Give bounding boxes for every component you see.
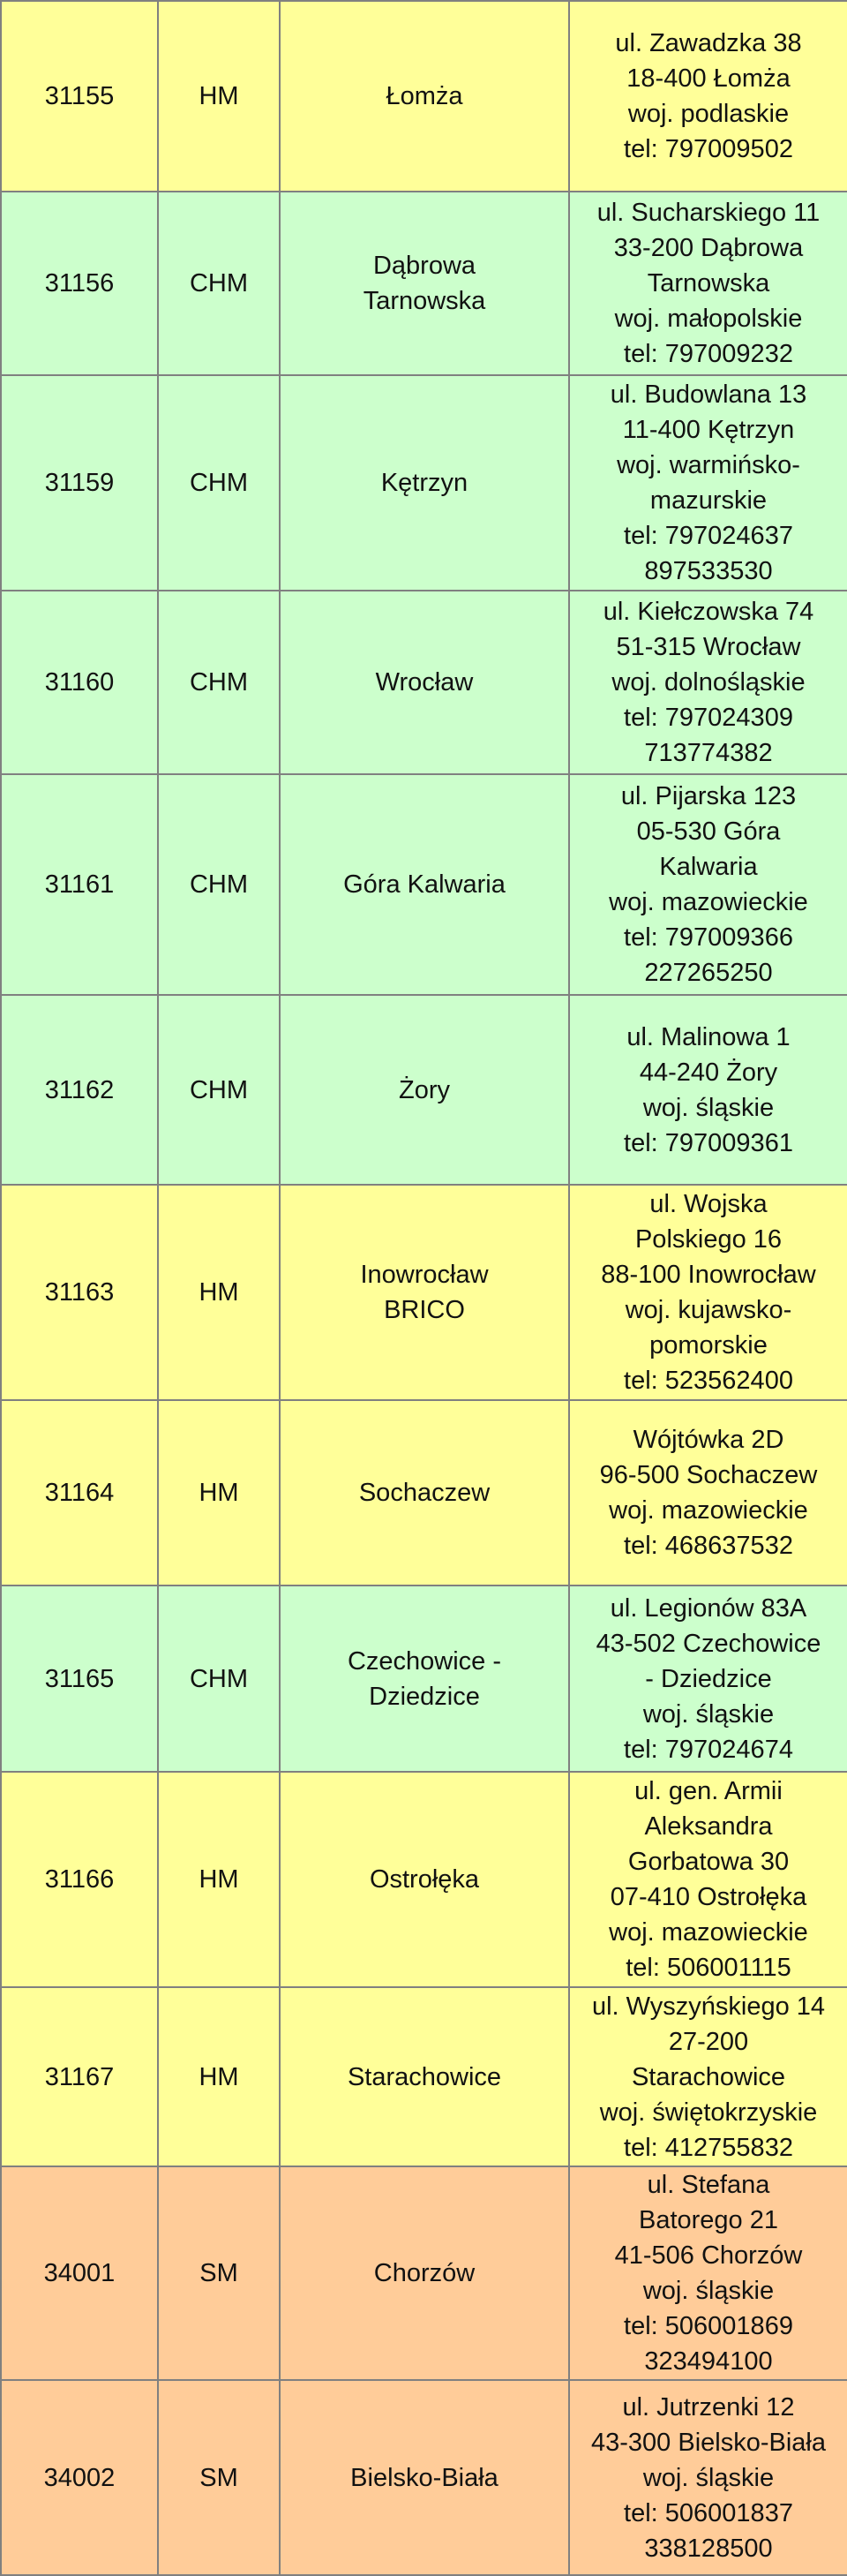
address-line: ul. Jutrzenki 12 bbox=[622, 2392, 795, 2422]
address-line: tel: 506001869 bbox=[624, 2312, 793, 2340]
store-type-cell: CHM bbox=[158, 192, 280, 375]
table-row bbox=[1, 192, 847, 375]
store-city-cell bbox=[280, 1, 569, 192]
address-line: ul. Sucharskiego 11 bbox=[596, 199, 821, 227]
address-line: tel: 797009502 bbox=[624, 135, 793, 163]
table-row bbox=[1, 375, 847, 591]
city-line: Chorzów bbox=[373, 2259, 476, 2287]
store-address-cell bbox=[569, 1400, 847, 1586]
table-row bbox=[1, 1987, 847, 2166]
address-line: 27-200 bbox=[668, 2027, 749, 2056]
store-type-cell: HM bbox=[158, 1772, 280, 1987]
city-line: Żory bbox=[399, 1075, 450, 1104]
store-address-cell bbox=[569, 192, 847, 375]
address-line: tel: 797024674 bbox=[624, 1735, 793, 1764]
address-line: woj. warmińsko- bbox=[617, 451, 800, 479]
address-line: ul. Zawadzka 38 bbox=[615, 29, 802, 57]
address-line: woj. śląskie bbox=[642, 1093, 775, 1122]
store-type-cell: CHM bbox=[158, 375, 280, 591]
address-line: 323494100 bbox=[644, 2347, 773, 2376]
address-line: woj. kujawsko- bbox=[625, 1296, 792, 1324]
address-line: woj. mazowieckie bbox=[609, 1918, 808, 1947]
table-row bbox=[1, 1400, 847, 1586]
store-id-cell: 31159 bbox=[1, 375, 158, 591]
store-city-cell bbox=[280, 2166, 569, 2380]
address-line: Starachowice bbox=[631, 2062, 786, 2091]
address-line: 11-400 Kętrzyn bbox=[622, 416, 795, 444]
address-line: Aleksandra bbox=[644, 1812, 773, 1841]
store-id-cell: 31155 bbox=[1, 1, 158, 192]
address-line: tel: 412755832 bbox=[624, 2133, 793, 2162]
address-line: tel: 506001837 bbox=[624, 2498, 793, 2527]
store-city-cell bbox=[280, 1400, 569, 1586]
address-line: tel: 468637532 bbox=[624, 1532, 793, 1560]
store-address-cell bbox=[569, 2380, 847, 2575]
address-line: 96-500 Sochaczew bbox=[599, 1461, 818, 1489]
store-city-cell bbox=[280, 1987, 569, 2166]
address-line: pomorskie bbox=[649, 1331, 768, 1360]
address-line: ul. Wojska bbox=[649, 1190, 768, 1218]
store-address-cell bbox=[569, 1185, 847, 1400]
store-id-cell: 31160 bbox=[1, 591, 158, 774]
store-id-cell: 31162 bbox=[1, 995, 158, 1185]
address-line: 43-300 Bielsko-Biała bbox=[591, 2428, 826, 2457]
store-type-cell: SM bbox=[158, 2380, 280, 2575]
store-address-cell bbox=[569, 774, 847, 995]
address-line: woj. mazowieckie bbox=[609, 1496, 808, 1525]
store-city-cell bbox=[280, 774, 569, 995]
city-line: Dąbrowa bbox=[372, 252, 476, 280]
store-id-cell: 31166 bbox=[1, 1772, 158, 1987]
city-line: Inowrocław bbox=[360, 1261, 489, 1289]
store-id-cell: 31165 bbox=[1, 1586, 158, 1772]
city-line: Ostrołęka bbox=[369, 1865, 480, 1894]
address-line: 713774382 bbox=[644, 739, 773, 767]
store-address-cell bbox=[569, 375, 847, 591]
store-type-cell: CHM bbox=[158, 1586, 280, 1772]
address-line: ul. gen. Armii bbox=[634, 1777, 783, 1805]
table-row bbox=[1, 1185, 847, 1400]
table-row bbox=[1, 1, 847, 192]
address-line: 88-100 Inowrocław bbox=[601, 1261, 816, 1289]
store-address-cell bbox=[569, 1772, 847, 1987]
address-line: tel: 523562400 bbox=[624, 1367, 793, 1395]
address-line: tel: 797024309 bbox=[624, 704, 793, 732]
address-line: woj. podlaskie bbox=[627, 100, 790, 128]
store-id-cell: 31163 bbox=[1, 1185, 158, 1400]
city-line: Góra Kalwaria bbox=[343, 870, 506, 899]
address-line: woj. śląskie bbox=[642, 2463, 775, 2492]
address-line: Wójtówka 2D bbox=[633, 1426, 784, 1454]
store-city-cell bbox=[280, 2380, 569, 2575]
city-line: Starachowice bbox=[347, 2062, 502, 2091]
store-type-cell: CHM bbox=[158, 591, 280, 774]
address-line: 897533530 bbox=[644, 557, 773, 585]
address-line: 44-240 Żory bbox=[639, 1058, 778, 1087]
store-type-cell: CHM bbox=[158, 995, 280, 1185]
address-line: woj. małopolskie bbox=[614, 305, 803, 333]
store-city-cell bbox=[280, 591, 569, 774]
address-line: ul. Pijarska 123 bbox=[620, 782, 797, 810]
address-line: Kalwaria bbox=[659, 853, 758, 881]
store-city-cell bbox=[280, 995, 569, 1185]
address-line: mazurskie bbox=[649, 486, 768, 515]
store-city-cell bbox=[280, 192, 569, 375]
store-address-cell bbox=[569, 591, 847, 774]
address-line: woj. dolnośląskie bbox=[611, 668, 806, 697]
address-line: 43-502 Czechowice bbox=[596, 1629, 821, 1658]
address-line: tel: 797009366 bbox=[624, 923, 793, 952]
address-line: Polskiego 16 bbox=[634, 1225, 783, 1254]
address-line: ul. Legionów 83A bbox=[610, 1593, 807, 1623]
city-line: Tarnowska bbox=[363, 287, 486, 315]
address-line: ul. Budowlana 13 bbox=[610, 380, 807, 409]
city-line: Czechowice - bbox=[347, 1646, 502, 1676]
store-type-cell: SM bbox=[158, 2166, 280, 2380]
table-row bbox=[1, 774, 847, 995]
store-address-cell bbox=[569, 1987, 847, 2166]
city-line: Bielsko-Biała bbox=[350, 2463, 498, 2492]
store-id-cell: 31167 bbox=[1, 1987, 158, 2166]
city-line: Sochaczew bbox=[358, 1479, 491, 1507]
table-row bbox=[1, 995, 847, 1185]
address-line: 51-315 Wrocław bbox=[616, 633, 801, 661]
city-line: BRICO bbox=[384, 1296, 465, 1324]
stores-table-body bbox=[1, 1, 847, 2575]
store-address-cell bbox=[569, 2166, 847, 2380]
address-line: ul. Malinowa 1 bbox=[626, 1022, 791, 1051]
address-line: - Dziedzice bbox=[645, 1664, 772, 1693]
store-id-cell: 34002 bbox=[1, 2380, 158, 2575]
address-line: tel: 797024637 bbox=[624, 522, 793, 550]
address-line: woj. świętokrzyskie bbox=[599, 2098, 818, 2127]
store-type-cell: CHM bbox=[158, 774, 280, 995]
store-address-cell bbox=[569, 1586, 847, 1772]
address-line: ul. Kiełczowska 74 bbox=[603, 598, 814, 626]
store-id-cell: 31164 bbox=[1, 1400, 158, 1586]
city-line: Wrocław bbox=[375, 668, 474, 697]
address-line: 41-506 Chorzów bbox=[614, 2241, 803, 2270]
store-city-cell bbox=[280, 1772, 569, 1987]
store-type-cell: HM bbox=[158, 1987, 280, 2166]
address-line: ul. Stefana bbox=[647, 2171, 770, 2199]
address-line: woj. mazowieckie bbox=[609, 888, 808, 916]
address-line: 18-400 Łomża bbox=[626, 64, 791, 93]
address-line: Batorego 21 bbox=[638, 2206, 778, 2234]
store-address-cell bbox=[569, 995, 847, 1185]
store-type-cell: HM bbox=[158, 1400, 280, 1586]
table-row bbox=[1, 1586, 847, 1772]
address-line: 07-410 Ostrołęka bbox=[610, 1883, 807, 1911]
address-line: 33-200 Dąbrowa bbox=[613, 234, 804, 262]
store-id-cell: 31161 bbox=[1, 774, 158, 995]
store-type-cell: HM bbox=[158, 1, 280, 192]
address-line: 05-530 Góra bbox=[636, 817, 781, 846]
address-line: tel: 797009232 bbox=[624, 340, 793, 368]
address-line: woj. śląskie bbox=[642, 2277, 775, 2305]
address-line: 338128500 bbox=[644, 2534, 773, 2563]
store-type-cell: HM bbox=[158, 1185, 280, 1400]
address-line: woj. śląskie bbox=[642, 1699, 775, 1729]
city-line: Łomża bbox=[386, 82, 463, 110]
store-id-cell: 31156 bbox=[1, 192, 158, 375]
table-row bbox=[1, 2166, 847, 2380]
table-row bbox=[1, 591, 847, 774]
store-address-cell bbox=[569, 1, 847, 192]
address-line: Tarnowska bbox=[647, 269, 770, 298]
city-line: Kętrzyn bbox=[380, 469, 468, 497]
store-city-cell bbox=[280, 1185, 569, 1400]
address-line: tel: 797009361 bbox=[624, 1128, 793, 1157]
store-city-cell bbox=[280, 1586, 569, 1772]
store-id-cell: 34001 bbox=[1, 2166, 158, 2380]
address-line: Gorbatowa 30 bbox=[627, 1848, 790, 1876]
table-row bbox=[1, 2380, 847, 2575]
city-line: Dziedzice bbox=[369, 1682, 480, 1711]
address-line: 227265250 bbox=[644, 959, 773, 987]
address-line: tel: 506001115 bbox=[626, 1954, 791, 1982]
table-row bbox=[1, 1772, 847, 1987]
address-line: ul. Wyszyńskiego 14 bbox=[591, 1992, 826, 2021]
store-city-cell bbox=[280, 375, 569, 591]
